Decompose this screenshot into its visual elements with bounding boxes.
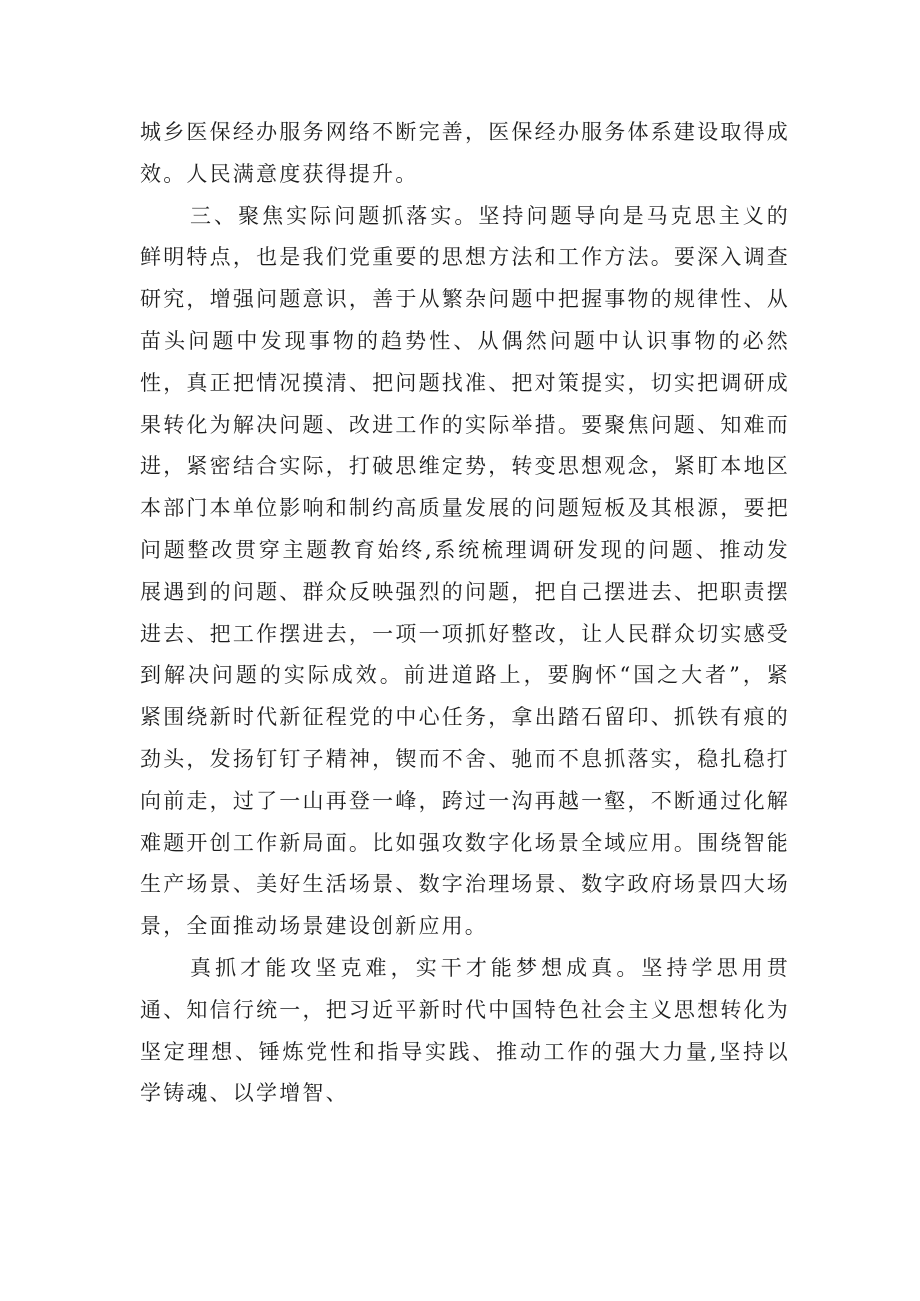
paragraph-section-three: 三、聚焦实际问题抓落实。坚持问题导向是马克思主义的鲜明特点，也是我们党重要的思想方法和工作方法。要深入调查研究，增强问题意识，善于从繁杂问题中把握事物的规律性、从苗头问题中发现事物的趋势性、从偶然问题中认识事物的必然性，真正把情况摸清、把问题找准、把对策提实，切实把调研成果转化为解决问题、改进工作的实际举措。要聚焦问题、知难而进，紧密结合实际，打破思维定势，转变思想观念，紧盯本地区本部门本单位影响和制约高质量发展的问题短板及其根源，要把问题整改贯穿主题教育始终,系统梳理调研发现的问题、推动发展遇到的问题、群众反映强烈的问题，把自己摆进去、把职责摆进去、把工作摆进去，一项一项抓好整改，让人民群众切实感受到解决问题的实际成效。前进道路上，要胸怀“国之大者”，紧紧围绕新时代新征程党的中心任务，拿出踏石留印、抓铁有痕的劲头，发扬钉钉子精神，锲而不舍、驰而不息抓落实，稳扎稳打向前走，过了一山再登一峰，跨过一沟再越一壑，不断通过化解难题开创工作新局面。比如强攻数字化场景全域应用。围绕智能生产场景、美好生活场景、数字治理场景、数字政府场景四大场景，全面推动场景建设创新应用。: [140, 203, 790, 939]
paragraph-continuation: 城乡医保经办服务网络不断完善，医保经办服务体系建设取得成效。人民满意度获得提升。: [140, 120, 790, 186]
document-body: [140, 112, 790, 1115]
paragraph-conclusion: 真抓才能攻坚克难，实干才能梦想成真。坚持学思用贯通、知信行统一，把习近平新时代中国特色社会主义思想转化为坚定理想、锤炼党性和指导实践、推动工作的强大力量,坚持以学铸魂、以学增智、: [140, 955, 790, 1106]
